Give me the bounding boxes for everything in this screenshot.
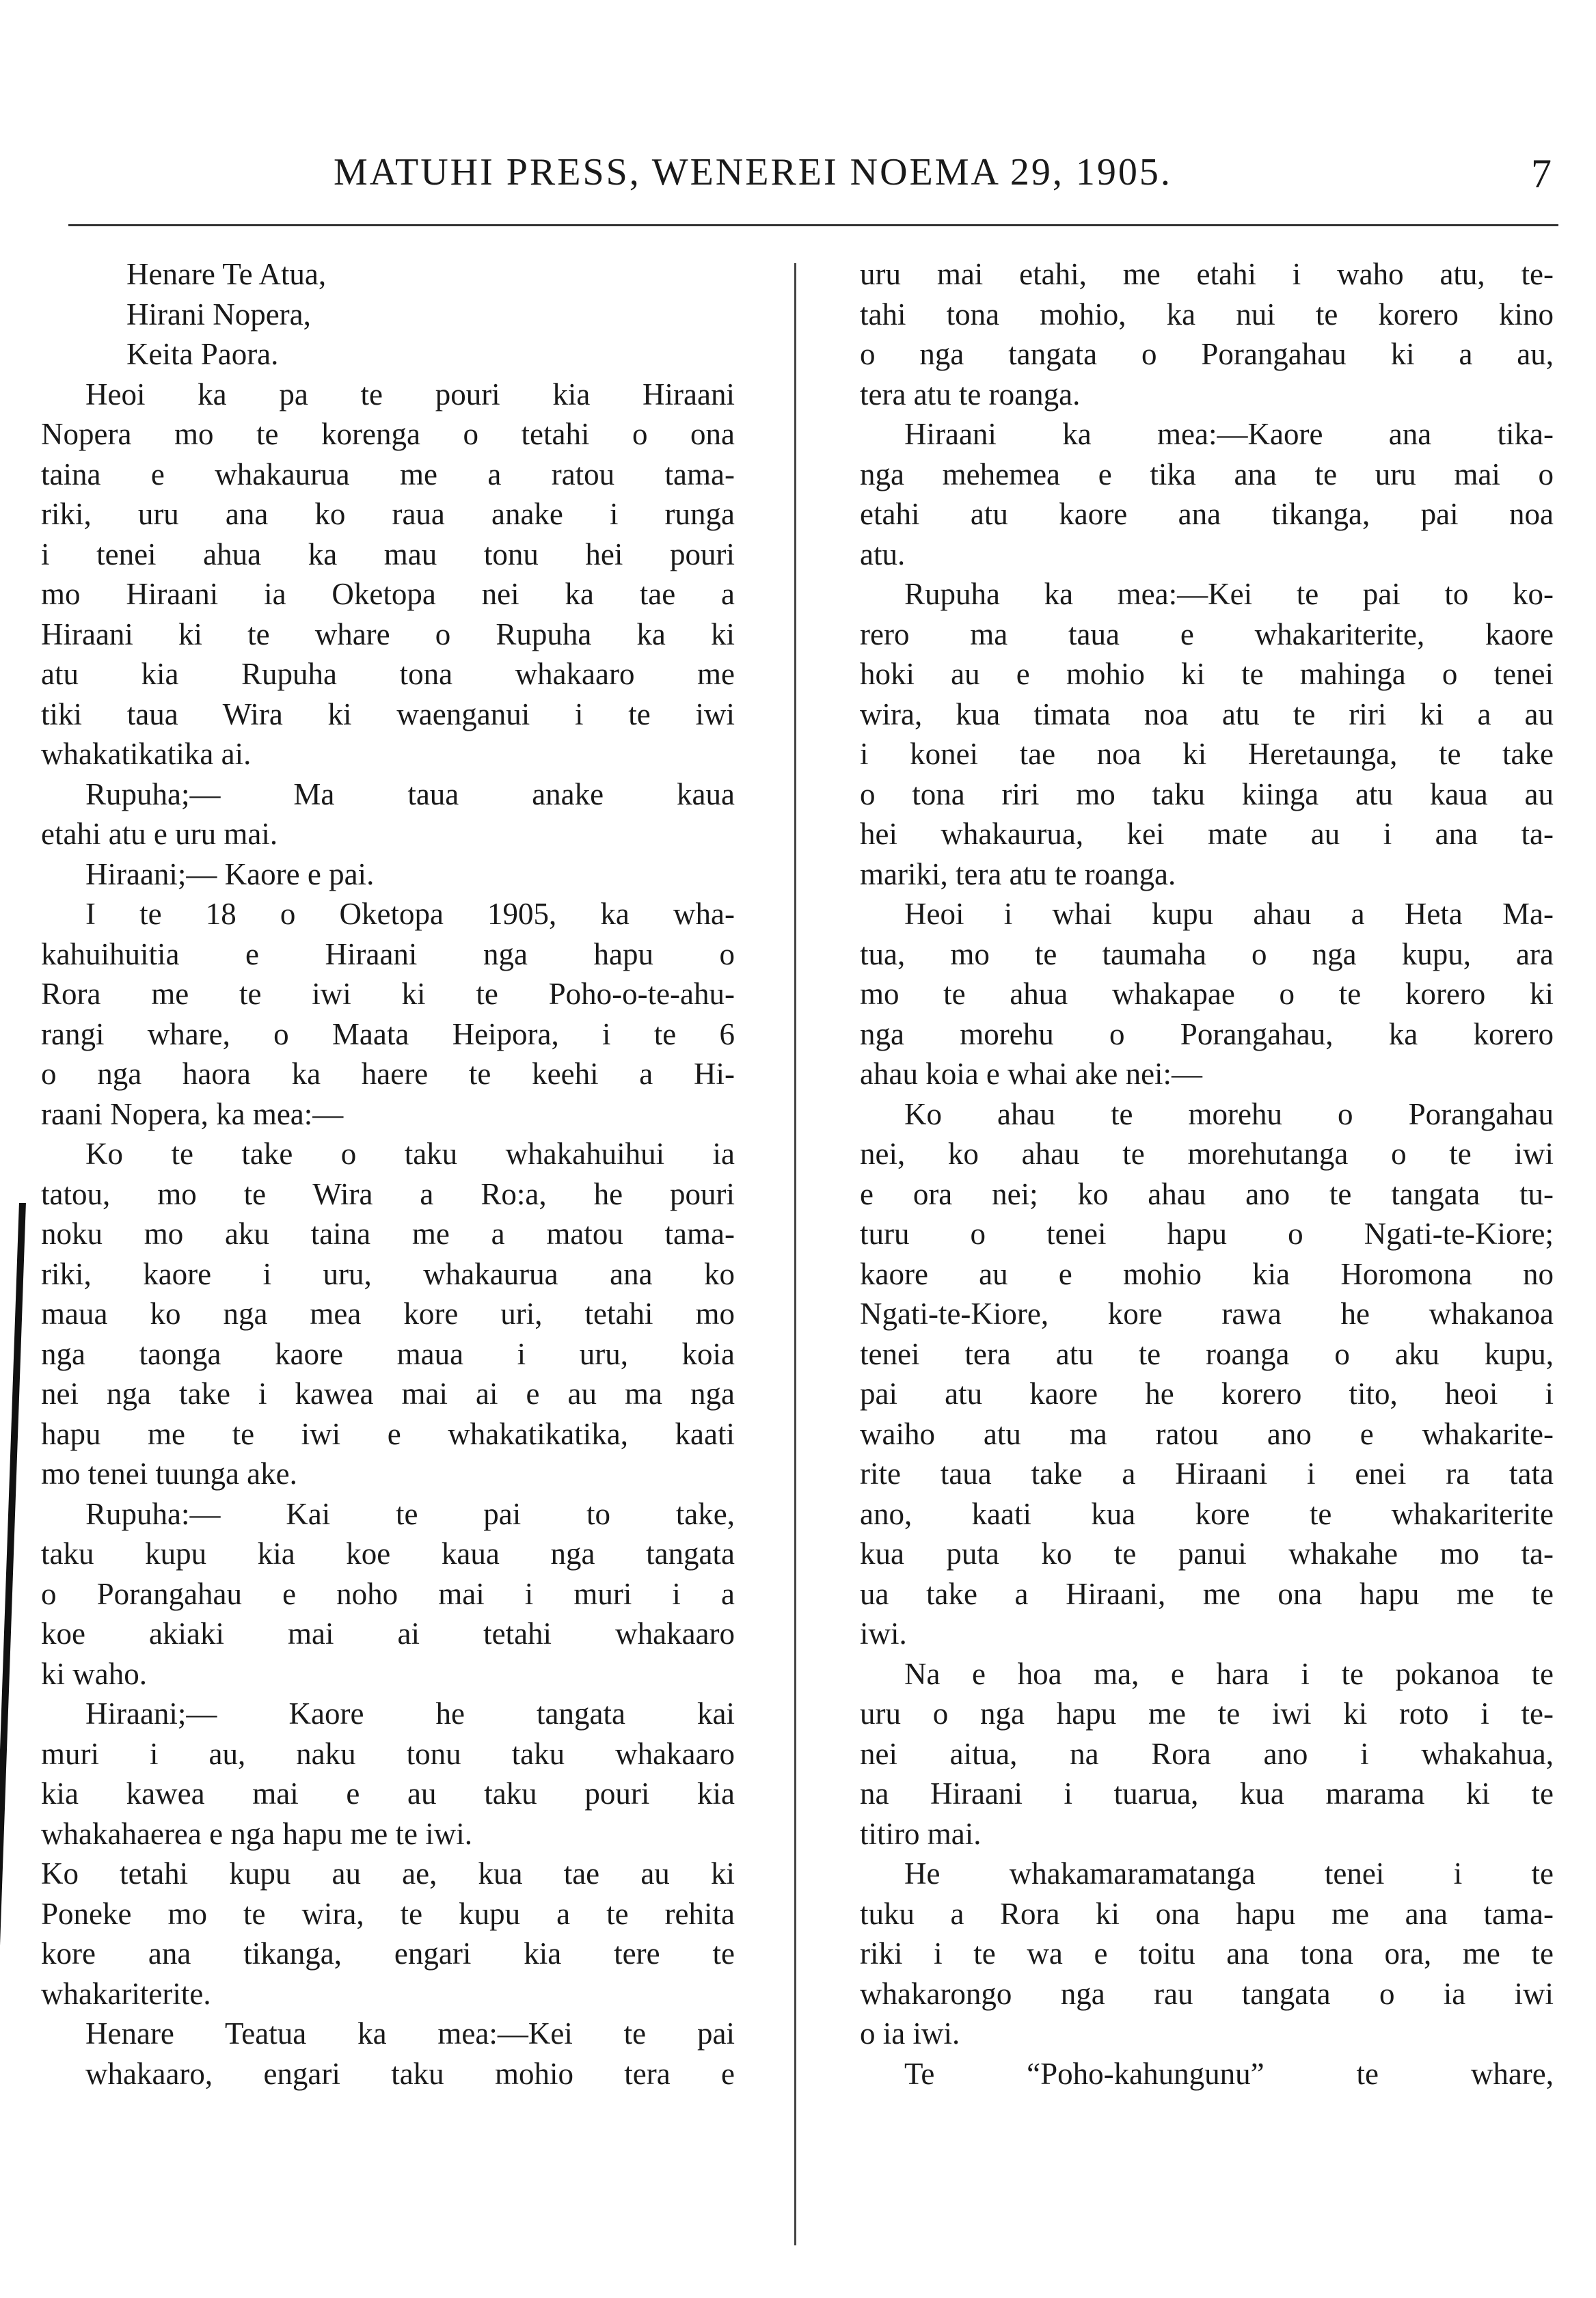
text-line: Nopera mo te korenga o tetahi o ona (41, 417, 735, 451)
text-line: tuku a Rora ki ona hapu me ana tama- (860, 1896, 1554, 1931)
text-line: nei aitua, na Rora ano i whakahua, (860, 1736, 1554, 1771)
text-line: mariki, tera atu te roanga. (860, 856, 1176, 891)
binding-edge-shadow (0, 1203, 26, 2297)
text-line: whakahaerea e nga hapu me te iwi. (41, 1816, 472, 1851)
text-line: tera atu te roanga. (860, 377, 1081, 411)
text-line: Henare Te Atua, (126, 257, 327, 291)
text-line: mo te ahua whakapae o te korero ki (860, 977, 1554, 1011)
text-line: tatou, mo te Wira a Ro:a, he pouri (41, 1176, 735, 1211)
text-line: etahi atu e uru mai. (41, 817, 278, 851)
text-line: noku mo aku taina me a matou tama- (41, 1217, 735, 1251)
text-line: o Porangahau e noho mai i muri i a (41, 1576, 735, 1611)
text-line: kahuihuitia e Hiraani nga hapu o (41, 936, 735, 971)
header-rule (68, 224, 1558, 226)
right-text-column (860, 254, 1554, 2094)
text-line: etahi atu kaore ana tikanga, pai noa (860, 497, 1554, 531)
text-line: Na e hoa ma, e hara i te pokanoa te (904, 1656, 1554, 1691)
text-line: Rupuha:— Kai te pai to take, (85, 1496, 735, 1531)
masthead-title: MATUHI PRESS, WENEREI NOEMA 29, 1905. (334, 151, 1172, 193)
text-line: taina e whakaurua me a ratou tama- (41, 457, 735, 491)
text-line: Keita Paora. (126, 337, 279, 371)
text-line: tiki taua Wira ki waenganui i te iwi (41, 697, 735, 731)
text-line: tenei tera atu te roanga o aku kupu, (860, 1336, 1554, 1371)
text-line: Poneke mo te wira, te kupu a te rehita (41, 1896, 735, 1931)
text-line: tahi tona mohio, ka nui te korero kino (860, 297, 1554, 332)
text-line: e ora nei; ko ahau ano te tangata tu- (860, 1176, 1554, 1211)
text-line: riki i te wa e toitu ana tona ora, me te (860, 1936, 1554, 1971)
text-line: riki, kaore i uru, whakaurua ana ko (41, 1256, 735, 1291)
text-line: Te “Poho-kahungunu” te whare, (904, 2056, 1554, 2091)
text-line: atu. (860, 537, 906, 571)
text-line: Ngati-te-Kiore, kore rawa he whakanoa (860, 1297, 1554, 1331)
text-line: ahau koia e whai ake nei:— (860, 1057, 1203, 1091)
text-line: o tona riri mo taku kiinga atu kaua au (860, 776, 1554, 811)
text-line: na Hiraani i tuarua, kua marama ki te (860, 1776, 1554, 1811)
text-line: pai atu kaore he korero tito, heoi i (860, 1377, 1554, 1411)
text-line: ano, kaati kua kore te whakariterite (860, 1496, 1554, 1531)
text-line: Heoi i whai kupu ahau a Heta Ma- (904, 897, 1554, 931)
text-line: He whakamaramatanga tenei i te (904, 1856, 1554, 1891)
text-line: whakatikatika ai. (41, 737, 252, 771)
text-line: rero ma taua e whakariterite, kaore (860, 617, 1554, 651)
text-line: Ko tetahi kupu au ae, kua tae au ki (41, 1856, 735, 1891)
text-line: taku kupu kia koe kaua nga tangata (41, 1537, 735, 1571)
text-line: kua puta ko te panui whakahe mo ta- (860, 1537, 1554, 1571)
text-line: nei, ko ahau te morehutanga o te iwi (860, 1137, 1554, 1171)
text-line: o nga tangata o Porangahau ki a au, (860, 337, 1554, 371)
text-line: whakaaro, engari taku mohio tera e (85, 2056, 735, 2091)
text-line: Rupuha;— Ma taua anake kaua (85, 776, 735, 811)
text-line: Hirani Nopera, (126, 297, 311, 332)
text-line: hapu me te iwi e whakatikatika, kaati (41, 1416, 735, 1451)
text-line: mo Hiraani ia Oketopa nei ka tae a (41, 577, 735, 611)
text-line: Ko te take o taku whakahuihui ia (85, 1137, 735, 1171)
text-line: Heoi ka pa te pouri kia Hiraani (85, 377, 735, 411)
text-line: titiro mai. (860, 1816, 982, 1851)
text-line: Henare Teatua ka mea:—Kei te pai (85, 2016, 735, 2051)
text-line: Hiraani;— Kaore he tangata kai (85, 1697, 735, 1731)
text-line: i tenei ahua ka mau tonu hei pouri (41, 537, 735, 571)
text-line: i konei tae noa ki Heretaunga, te take (860, 737, 1554, 771)
text-line: nga mehemea e tika ana te uru mai o (860, 457, 1554, 491)
text-line: kore ana tikanga, engari kia tere te (41, 1936, 735, 1971)
page-header (68, 150, 1558, 205)
text-line: Hiraani ka mea:—Kaore ana tika- (904, 417, 1554, 451)
left-text-column (41, 254, 735, 2094)
text-line: hoki au e mohio ki te mahinga o tenei (860, 657, 1554, 691)
page-number: 7 (1531, 151, 1552, 196)
text-line: Hiraani;— Kaore e pai. (85, 856, 375, 891)
text-line: turu o tenei hapu o Ngati-te-Kiore; (860, 1217, 1554, 1251)
text-line: rite taua take a Hiraani i enei ra tata (860, 1457, 1554, 1491)
text-line: Ko ahau te morehu o Porangahau (904, 1096, 1554, 1131)
text-line: raani Nopera, ka mea:— (41, 1096, 344, 1131)
text-line: o nga haora ka haere te keehi a Hi- (41, 1057, 735, 1091)
text-line: koe akiaki mai ai tetahi whakaaro (41, 1617, 735, 1651)
text-line: atu kia Rupuha tona whakaaro me (41, 657, 735, 691)
text-line: o ia iwi. (860, 2016, 960, 2051)
text-line: uru o nga hapu me te iwi ki roto i te- (860, 1697, 1554, 1731)
text-line: kia kawea mai e au taku pouri kia (41, 1776, 735, 1811)
text-line: whakariterite. (41, 1976, 211, 2011)
text-line: nei nga take i kawea mai ai e au ma nga (41, 1377, 735, 1411)
text-line: whakarongo nga rau tangata o ia iwi (860, 1976, 1554, 2011)
text-line: tua, mo te taumaha o nga kupu, ara (860, 936, 1554, 971)
text-line: Rupuha ka mea:—Kei te pai to ko- (904, 577, 1554, 611)
text-line: waiho atu ma ratou ano e whakarite- (860, 1416, 1554, 1451)
text-line: wira, kua timata noa atu te riri ki a au (860, 697, 1554, 731)
text-line: iwi. (860, 1617, 907, 1651)
text-line: nga taonga kaore maua i uru, koia (41, 1336, 735, 1371)
text-line: maua ko nga mea kore uri, tetahi mo (41, 1297, 735, 1331)
text-line: Hiraani ki te whare o Rupuha ka ki (41, 617, 735, 651)
text-line: kaore au e mohio kia Horomona no (860, 1256, 1554, 1291)
column-divider (794, 263, 796, 2245)
text-line: riki, uru ana ko raua anake i runga (41, 497, 735, 531)
text-line: hei whakaurua, kei mate au i ana ta- (860, 817, 1554, 851)
text-line: uru mai etahi, me etahi i waho atu, te- (860, 257, 1554, 291)
text-line: I te 18 o Oketopa 1905, ka wha- (85, 897, 735, 931)
text-line: rangi whare, o Maata Heipora, i te 6 (41, 1016, 735, 1051)
text-line: muri i au, naku tonu taku whakaaro (41, 1736, 735, 1771)
text-line: ki waho. (41, 1656, 147, 1691)
text-line: ua take a Hiraani, me ona hapu me te (860, 1576, 1554, 1611)
text-line: Rora me te iwi ki te Poho-o-te-ahu- (41, 977, 735, 1011)
text-line: nga morehu o Porangahau, ka korero (860, 1016, 1554, 1051)
text-line: mo tenei tuunga ake. (41, 1457, 297, 1491)
